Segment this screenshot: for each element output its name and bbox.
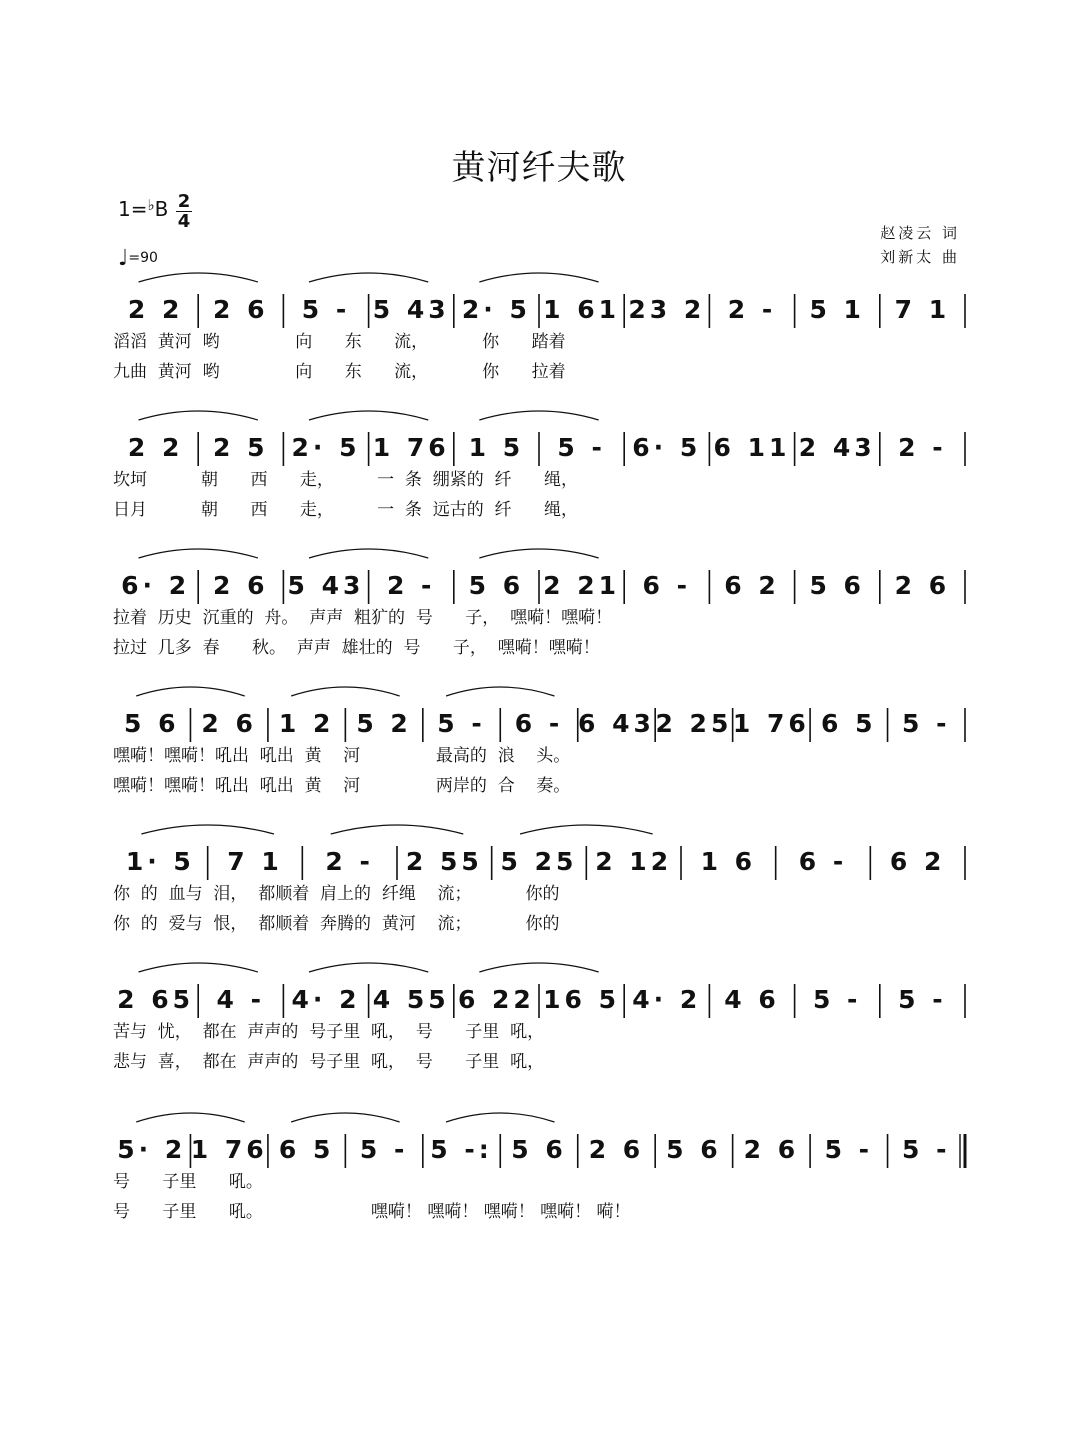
- notation-line: [113, 290, 965, 330]
- measure: 5 6: [511, 1135, 567, 1164]
- time-signature: [176, 192, 192, 231]
- measure: 6 5: [821, 709, 877, 738]
- measure: 6 2: [889, 847, 946, 876]
- measure: 6· 2: [121, 571, 191, 600]
- measure: 6 -: [798, 847, 848, 876]
- measure: 6 2: [724, 571, 780, 600]
- measure: 2 6: [743, 1135, 800, 1164]
- measure: 4 55: [372, 985, 450, 1014]
- measure: 5 43: [372, 295, 450, 324]
- lyric-verse-2: 拉过 几多 春 秋。 声声 雄壮的 号 子， 嘿嗬！嘿嗬！: [113, 638, 600, 658]
- slur: [141, 825, 274, 834]
- measure: 2 2: [127, 433, 184, 462]
- measure: 5 -: [812, 985, 862, 1014]
- lyric-verse-2: 日月 朝 西 走， 一 条 远古的 纤 绳，: [113, 500, 578, 520]
- measure: 6 22: [457, 985, 535, 1014]
- measure: 5 1: [809, 295, 865, 324]
- score-system-6: [0, 970, 1078, 1110]
- notation-line: [113, 1130, 965, 1170]
- measure: 2 -: [898, 433, 947, 462]
- lyric-verse-2: 号 子里 吼。 嘿嗬！ 嘿嗬！ 嘿嗬！ 嘿嗬！ 嗬！: [113, 1202, 631, 1222]
- slur: [520, 825, 653, 834]
- measure: 7 1: [894, 295, 951, 324]
- slur: [309, 549, 428, 558]
- measure: 5 -: [359, 1135, 409, 1164]
- measure: 1 61: [543, 295, 621, 324]
- notation-line: [113, 428, 965, 468]
- measure: 1 5: [468, 433, 525, 462]
- slur: [291, 1113, 399, 1122]
- measure: 1 2: [278, 709, 335, 738]
- slur: [479, 411, 598, 420]
- lyric-verse-1: 嘿嗬！嘿嗬！吼出 吼出 黄 河 最高的 浪 头。: [113, 746, 571, 766]
- slur: [309, 411, 428, 420]
- measure: 4 6: [724, 985, 780, 1014]
- measure: 2 5: [213, 433, 269, 462]
- measure: 2 12: [595, 847, 673, 876]
- measure: 1 76: [732, 709, 810, 738]
- tempo-value: =90: [128, 250, 158, 266]
- measure: 2 6: [213, 295, 269, 324]
- measure: 5 43: [287, 571, 365, 600]
- notation-line: [113, 566, 965, 606]
- measure: 6 5: [278, 1135, 335, 1164]
- measure: 23 2: [628, 295, 706, 324]
- measure: 6 43: [578, 709, 655, 738]
- notation-line: [113, 842, 965, 882]
- measure: 2 6: [213, 571, 269, 600]
- key-label: 1=: [118, 197, 148, 221]
- lyric-verse-1: 坎坷 朝 西 走， 一 条 绷紧的 纤 绳，: [113, 470, 578, 490]
- measure: 2 6: [894, 571, 951, 600]
- measure: 2 65: [117, 985, 195, 1014]
- measure: 5 6: [809, 571, 865, 600]
- score-system-7: [0, 1120, 1078, 1260]
- measure: 2 2: [127, 295, 184, 324]
- quarter-note-icon: ♩: [118, 246, 129, 271]
- slur: [309, 273, 428, 282]
- slur: [291, 687, 399, 696]
- measure: 5 -: [902, 709, 951, 738]
- measure: 5 -: [898, 985, 947, 1014]
- slur: [139, 273, 258, 282]
- measure: 5 25: [500, 847, 578, 876]
- lyric-verse-2: 悲与 喜， 都在 声声的 号子里 吼， 号 子里 吼，: [113, 1052, 545, 1072]
- measure: 5 -: [902, 1135, 951, 1164]
- measure: 1 76: [190, 1135, 268, 1164]
- key-signature: [118, 196, 168, 221]
- measure: 16 5: [543, 985, 621, 1014]
- measure: 1· 5: [125, 847, 195, 876]
- slur: [331, 825, 464, 834]
- measure: 2· 5: [461, 295, 531, 324]
- measure: 2 6: [201, 709, 257, 738]
- key-note: B: [154, 197, 169, 221]
- measure: 4 -: [216, 985, 266, 1014]
- measure: 6 11: [713, 433, 791, 462]
- slur: [139, 411, 258, 420]
- measure: 2 25: [655, 709, 733, 738]
- lyric-verse-1: 号 子里 吼。: [113, 1172, 263, 1192]
- measure: 5 -: [824, 1135, 874, 1164]
- measure: 2 -: [325, 847, 374, 876]
- lyricist-credit: 赵凌云 词: [880, 224, 960, 242]
- slur: [446, 687, 554, 696]
- measure: 2 21: [543, 571, 621, 600]
- notation-line: [113, 980, 965, 1020]
- lyric-verse-2: 你 的 爱与 恨， 都顺着 奔腾的 黄河 流； 你的: [113, 914, 560, 934]
- flat-sign: ♭: [147, 196, 155, 214]
- lyric-verse-2: 嘿嗬！嘿嗬！吼出 吼出 黄 河 两岸的 合 奏。: [113, 776, 571, 796]
- measure: 5 6: [468, 571, 525, 600]
- measure: 4· 2: [632, 985, 702, 1014]
- slur: [479, 273, 598, 282]
- slur: [309, 963, 428, 972]
- measure: 2 -: [727, 295, 777, 324]
- measure: 5 6: [123, 709, 180, 738]
- slur: [139, 549, 258, 558]
- lyric-verse-1: 苦与 忧， 都在 声声的 号子里 吼， 号 子里 吼，: [113, 1022, 545, 1042]
- notation-line: [113, 704, 965, 744]
- measure: 1 6: [700, 847, 757, 876]
- measure: 5 6: [666, 1135, 722, 1164]
- slur: [446, 1113, 554, 1122]
- measure: 2 6: [588, 1135, 645, 1164]
- slur: [479, 963, 598, 972]
- measure: 5 -:: [430, 1135, 493, 1164]
- measure: 2· 5: [291, 433, 361, 462]
- measure: 5 2: [356, 709, 412, 738]
- lyric-verse-1: 拉着 历史 沉重的 舟。 声声 粗犷的 号 子， 嘿嗬！嘿嗬！: [113, 608, 613, 628]
- composer-credit: 刘新太 曲: [880, 248, 960, 266]
- measure: 6 -: [642, 571, 692, 600]
- slur: [139, 963, 258, 972]
- measure: 5 -: [301, 295, 351, 324]
- slur: [479, 549, 598, 558]
- lyric-verse-1: 滔滔 黄河 哟 向 东 流， 你 踏着: [113, 332, 566, 352]
- measure: 7 1: [227, 847, 283, 876]
- song-title: 黄河纤夫歌: [451, 148, 627, 188]
- slur: [136, 1113, 244, 1122]
- measure: 4· 2: [291, 985, 361, 1014]
- measure: 6· 5: [632, 433, 702, 462]
- measure: 2 43: [798, 433, 876, 462]
- measure: 5· 2: [117, 1135, 187, 1164]
- measure: 5 -: [437, 709, 486, 738]
- lyric-verse-2: 九曲 黄河 哟 向 东 流， 你 拉着: [113, 362, 566, 382]
- lyric-verse-1: 你 的 血与 泪， 都顺着 肩上的 纤绳 流； 你的: [113, 884, 560, 904]
- measure: 5 -: [557, 433, 606, 462]
- measure: 2 55: [405, 847, 483, 876]
- time-signature-top: 2: [177, 191, 191, 212]
- measure: 1 76: [372, 433, 450, 462]
- slur: [136, 687, 244, 696]
- measure: 2 -: [386, 571, 436, 600]
- measure: 6 -: [514, 709, 564, 738]
- time-signature-bottom: 4: [177, 211, 191, 232]
